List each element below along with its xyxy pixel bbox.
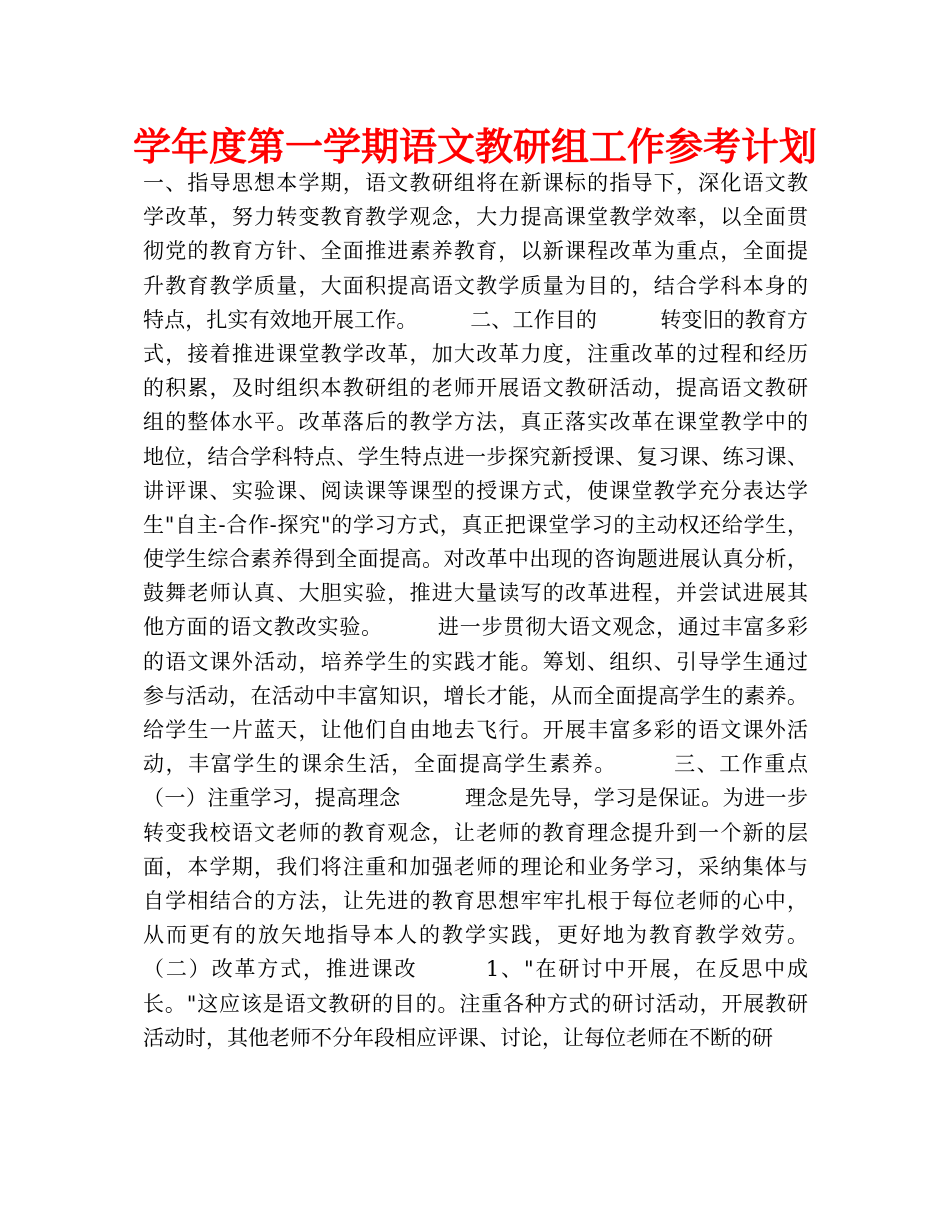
body-line: 一、指导思想本学期，语文教研组将在新课标的指导下，深化语文教 bbox=[143, 171, 808, 195]
body-line: 活动时，其他老师不分年段相应评课、讨论，让每位老师在不断的研 bbox=[143, 1025, 773, 1050]
body-line: 自学相结合的方法，让先进的教育思想牢牢扎根于每位老师的心中， bbox=[143, 888, 808, 913]
body-line: 转变我校语文老师的教育观念，让老师的教育理念提升到一个新的层 bbox=[143, 820, 808, 845]
body-line: 的语文课外活动，培养学生的实践才能。筹划、组织、引导学生通过 bbox=[143, 649, 808, 674]
body-line: 动，丰富学生的课余生活，全面提高学生素养。 三、工作重点 bbox=[143, 752, 808, 777]
body-line: 生"自主-合作-探究"的学习方式，真正把课堂学习的主动权还给学生， bbox=[143, 512, 808, 537]
body-line: 参与活动，在活动中丰富知识，增长才能，从而全面提高学生的素养。 bbox=[143, 683, 808, 708]
body-line: 长。"这应该是语文教研的目的。注重各种方式的研讨活动，开展教研 bbox=[143, 991, 808, 1016]
body-line: 从而更有的放矢地指导本人的教学实践，更好地为教育教学效劳。 bbox=[143, 923, 808, 948]
body-line: 他方面的语文教改实验。 进一步贯彻大语文观念，通过丰富多彩 bbox=[143, 615, 808, 640]
body-line: 面，本学期，我们将注重和加强老师的理论和业务学习，采纳集体与 bbox=[143, 854, 808, 879]
body-line: （一）注重学习，提高理念 理念是先导，学习是保证。为进一步 bbox=[143, 786, 808, 811]
body-line: 特点，扎实有效地开展工作。 二、工作目的 转变旧的教育方 bbox=[143, 307, 808, 332]
body-line: 式，接着推进课堂教学改革，加大改革力度，注重改革的过程和经历 bbox=[143, 341, 808, 366]
body-line: 彻党的教育方针、全面推进素养教育，以新课程改革为重点，全面提 bbox=[143, 239, 808, 264]
body-line: 学改革，努力转变教育教学观念，大力提高课堂教学效率，以全面贯 bbox=[143, 205, 808, 230]
document-body bbox=[143, 166, 823, 1055]
body-line: 组的整体水平。改革落后的教学方法，真正落实改革在课堂教学中的 bbox=[143, 410, 808, 435]
document-title: 学年度第一学期语文教研组工作参考计划 bbox=[132, 124, 817, 169]
body-line: 鼓舞老师认真、大胆实验，推进大量读写的改革进程，并尝试进展其 bbox=[143, 581, 808, 606]
body-line: 给学生一片蓝天，让他们自由地去飞行。开展丰富多彩的语文课外活 bbox=[143, 718, 808, 742]
body-line: 地位，结合学科特点、学生特点进一步探究新授课、复习课、练习课、 bbox=[143, 444, 808, 469]
body-line: 讲评课、实验课、阅读课等课型的授课方式，使课堂教学充分表达学 bbox=[143, 478, 808, 503]
body-line: 使学生综合素养得到全面提高。对改革中出现的咨询题进展认真分析， bbox=[143, 547, 808, 572]
body-line: （二）改革方式，推进课改 1、"在研讨中开展，在反思中成 bbox=[143, 957, 808, 982]
body-line: 升教育教学质量，大面积提高语文教学质量为目的，结合学科本身的 bbox=[143, 273, 808, 298]
body-line: 的积累，及时组织本教研组的老师开展语文教研活动，提高语文教研 bbox=[143, 376, 808, 401]
